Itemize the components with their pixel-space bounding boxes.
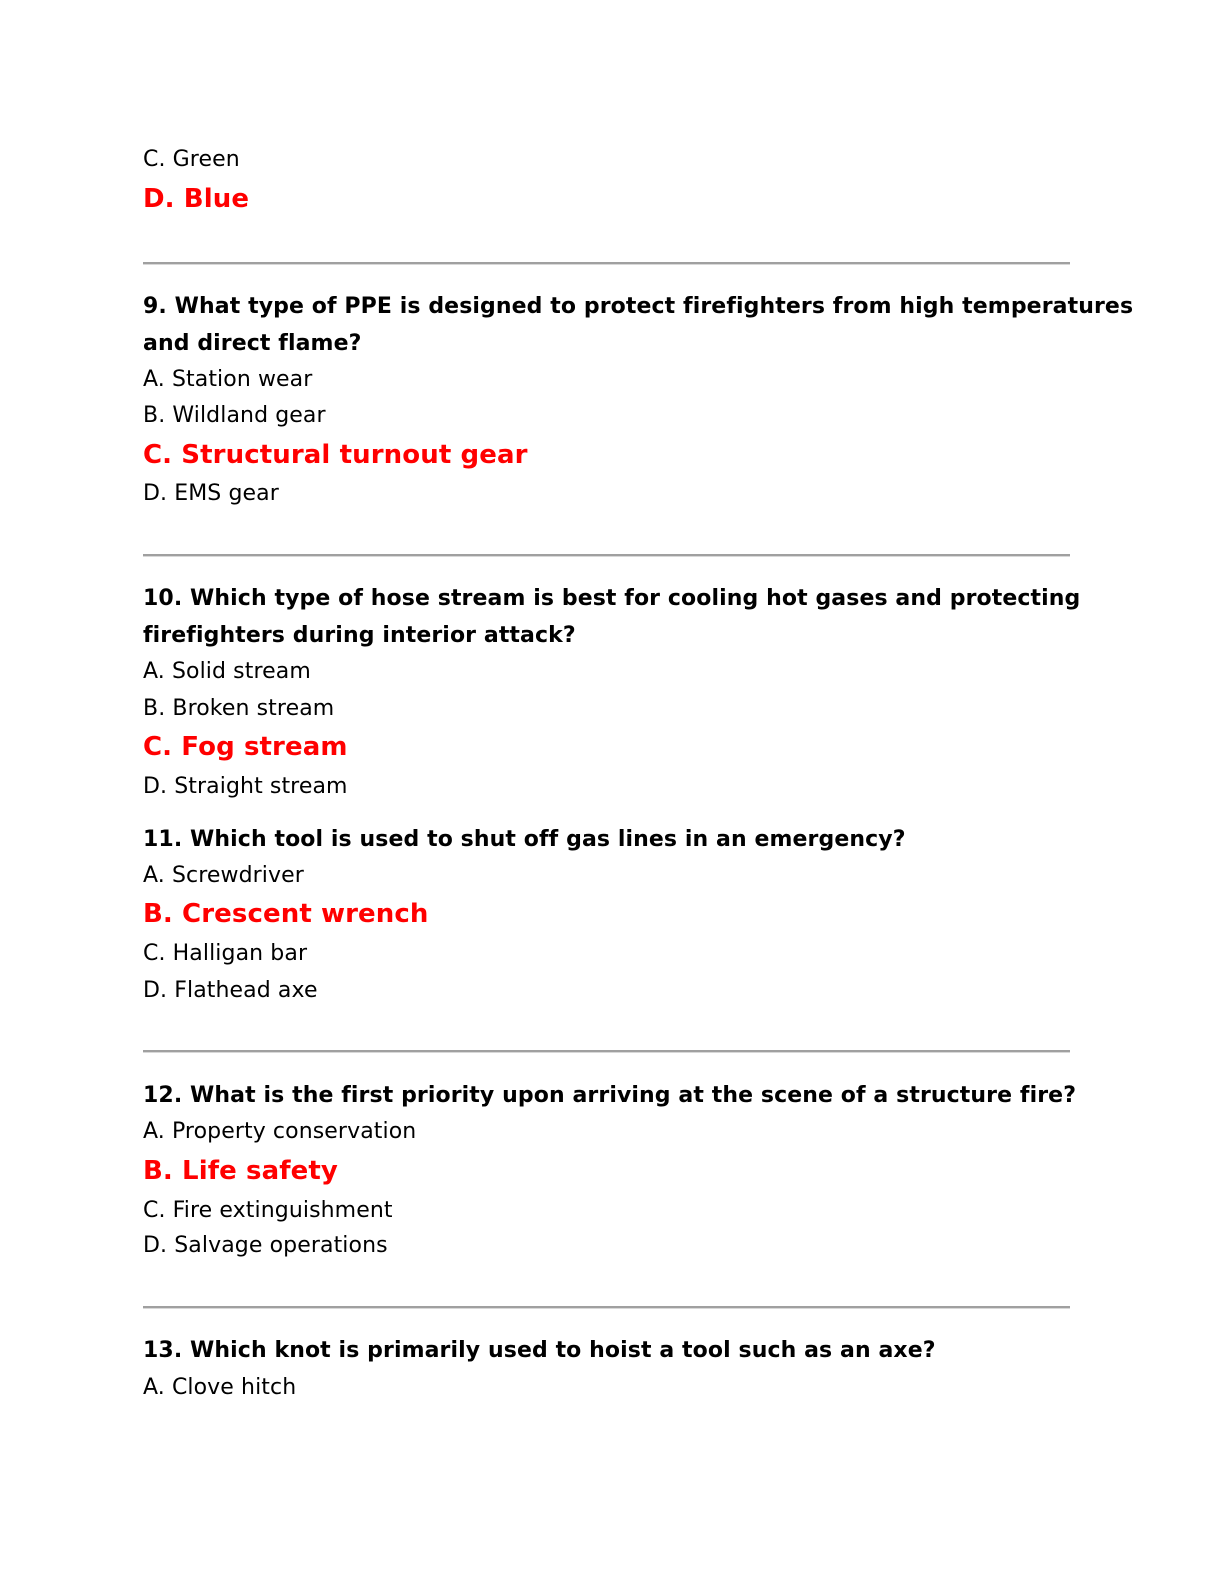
- q12-option-c: C. Fire extinguishment: [143, 1198, 393, 1223]
- q9-correct-answer: C. Structural turnout gear: [143, 440, 528, 470]
- q8-option-c: C. Green: [143, 147, 240, 172]
- q9-question-line1: 9. What type of PPE is designed to protect firefighters from high temperatures: [143, 294, 1134, 319]
- q12-option-d: D. Salvage operations: [143, 1233, 388, 1258]
- q11-question-line1: 11. Which tool is used to shut off gas lines in an emergency?: [143, 827, 906, 852]
- q9-option-a: A. Station wear: [143, 367, 313, 392]
- q10-option-d: D. Straight stream: [143, 774, 348, 799]
- q9-option-d: D. EMS gear: [143, 481, 279, 506]
- q10-question-line2: firefighters during interior attack?: [143, 623, 576, 648]
- q10-option-b: B. Broken stream: [143, 696, 335, 721]
- divider: [143, 1050, 1070, 1053]
- q10-question-line1: 10. Which type of hose stream is best for cooling hot gases and protecting: [143, 586, 1081, 611]
- q11-correct-answer: B. Crescent wrench: [143, 899, 429, 929]
- q10-option-a: A. Solid stream: [143, 659, 311, 684]
- divider: [143, 554, 1070, 557]
- divider: [143, 1306, 1070, 1309]
- q13-question-line1: 13. Which knot is primarily used to hoist a tool such as an axe?: [143, 1338, 936, 1363]
- q11-option-d: D. Flathead axe: [143, 978, 318, 1003]
- q12-correct-answer: B. Life safety: [143, 1156, 338, 1186]
- q9-question-line2: and direct flame?: [143, 331, 362, 356]
- q9-option-b: B. Wildland gear: [143, 403, 326, 428]
- q11-option-a: A. Screwdriver: [143, 863, 304, 888]
- q12-option-a: A. Property conservation: [143, 1119, 417, 1144]
- q10-correct-answer: C. Fog stream: [143, 732, 348, 762]
- q8-correct-answer: D. Blue: [143, 184, 250, 214]
- divider: [143, 262, 1070, 265]
- q13-option-a: A. Clove hitch: [143, 1375, 297, 1400]
- q12-question-line1: 12. What is the first priority upon arriving at the scene of a structure fire?: [143, 1083, 1077, 1108]
- q11-option-c: C. Halligan bar: [143, 941, 308, 966]
